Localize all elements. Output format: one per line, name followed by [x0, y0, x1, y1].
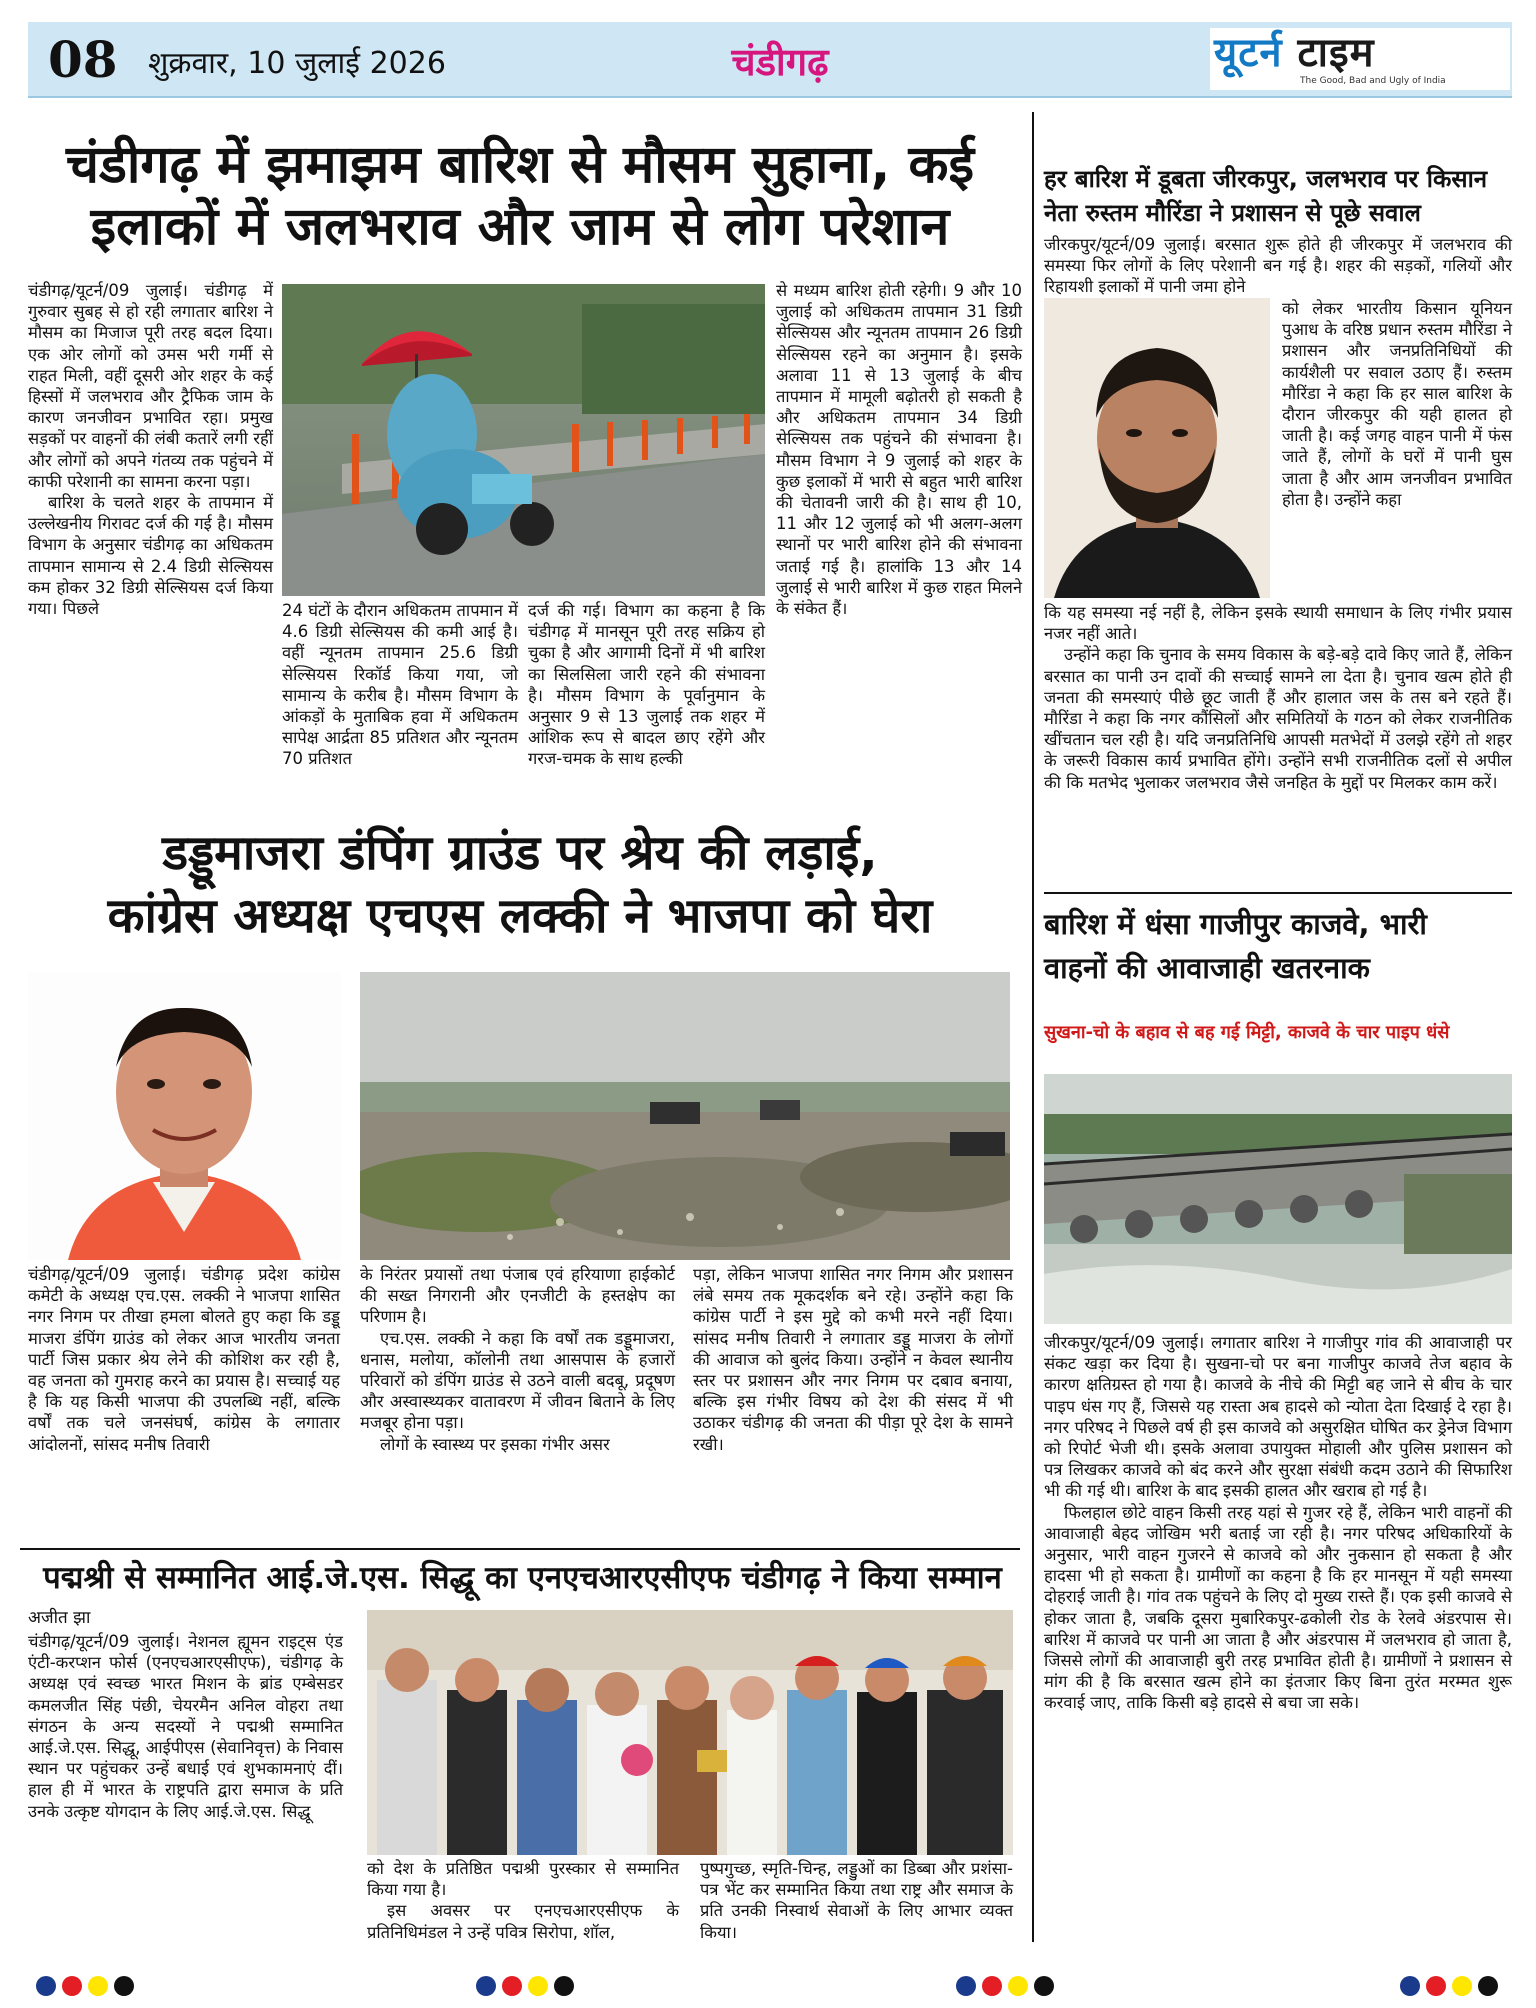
story5-headline: [1044, 902, 1512, 990]
story2-headline: [20, 822, 1020, 948]
story5-para: फिलहाल छोटे वाहन किसी तरह यहां से गुजर रहे हैं, लेकिन भारी वाहनों की आवाजाही बेहद जोखिम भरी बताई जा रही है। नगर परिषद अधिकारियों के अनुसार, भारी वाहन गुजरने से काजवे को और नुकसान हो सकता है और हादसा भी हो सकता है। ग्रामीणों का कहना है कि हर मानसून में यही समस्या दोहराई जाती है। गांव तक पहुंचने के लिए दो मुख्य रास्ते हैं। एक इसी काजवे से होकर जाता है, जबकि दूसरा मुबारिकपुर-ढकोली रोड के रेलवे अंडरपास से। बारिश में काजवे पर पानी आ जाता है और अंडरपास में जलभराव हो जाता है, जिससे लोगों की आवाजाही बुरी तरह प्रभावित होती है। ग्रामीणों ने प्रशासन से मांग की है कि बरसात खत्म होने का इंतजार किए बिना तुरंत मरम्मत शुरू करवाई जाए, ताकि किसी बड़े हादसे से बचा जा सके।: [1044, 1502, 1512, 1713]
story1-col1: [28, 280, 273, 619]
story-divider: [1044, 892, 1512, 894]
story3-headline: पद्मश्री से सम्मानित आई.जे.एस. सिद्धू का एनएचआरएसीएफ चंडीगढ़ ने किया सम्मान: [43, 1560, 1002, 1596]
registration-marks-left: [36, 1976, 134, 1996]
lucky-portrait-photo: [28, 972, 341, 1260]
story1-col4: से मध्यम बारिश होती रहेगी। 9 और 10 जुलाई को अधिकतम तापमान 31 डिग्री सेल्सियस और न्यूनतम तापमान 26 डिग्री सेल्सियस रहने का अनुमान है। इसके अलावा 11 से 13 जुलाई के बीच तापमान में मामूली बढ़ोतरी हो सकती है और अधिकतम तापमान 34 डिग्री सेल्सियस तक पहुंचने की संभावना है। मौसम विभाग ने 9 जुलाई को शहर के कुछ इलाकों में भारी से बहुत भारी बारिश की चेतावनी जारी की है। साथ ही 10, 11 और 12 जुलाई को भी अलग-अलग स्थानों पर भारी बारिश होने की संभावना जताई गई है। हालांकि 13 और 14 जुलाई से भारी बारिश में कुछ राहत मिलने के संकेत हैं।: [776, 281, 1022, 619]
logo-tagline: The Good, Bad and Ugly of India: [1300, 76, 1446, 86]
reg-dot: [502, 1976, 522, 1996]
story1-col1-para: चंडीगढ़/यूटर्न/09 जुलाई। चंडीगढ़ में गुरुवार सुबह से हो रही लगातार बारिश ने मौसम का मिजाज पूरी तरह बदल दिया। एक ओर लोगों को उमस भरी गर्मी से राहत मिली, वहीं दूसरी ओर शहर के कई हिस्सों में जलभराव और ट्रैफिक जाम के कारण जनजीवन प्रभावित रहा। प्रमुख सड़कों पर वाहनों की लंबी कतारें लगी रहीं और लोगों को अपने गंतव्य तक पहुंचने में काफी परेशानी का सामना करना पड़ा।: [28, 281, 273, 491]
registration-marks-right: [1400, 1976, 1498, 1996]
story4-para: कि यह समस्या नई नहीं है, लेकिन इसके स्थायी समाधान के लिए गंभीर प्रयास नजर नहीं आते।: [1044, 603, 1512, 644]
rain-scooter-photo: [282, 284, 765, 596]
reg-dot: [1426, 1976, 1446, 1996]
reg-dot: [1452, 1976, 1472, 1996]
story4-intro: जीरकपुर/यूटर्न/09 जुलाई। बरसात शुरू होते ही जीरकपुर में जलभराव की समस्या फिर लोगों के लिए परेशानी बन गई है। शहर की सड़कों, गलियों और रिहायशी इलाकों में पानी जमा होने: [1044, 235, 1512, 297]
reg-dot: [1034, 1976, 1054, 1996]
story3-col2-para: इस अवसर पर एनएचआरएसीएफ के प्रतिनिधिमंडल ने उन्हें पवित्र सिरोपा, शॉल,: [367, 1901, 679, 1942]
causeway-photo: [1044, 1074, 1512, 1324]
reg-dot: [1400, 1976, 1420, 1996]
reg-dot: [114, 1976, 134, 1996]
story2-col3: पड़ा, लेकिन भाजपा शासित नगर निगम और प्रशासन लंबे समय तक मूकदर्शक बने रहे। उन्होंने कहा कि कांग्रेस पार्टी ने इस मुद्दे को कभी मरने नहीं दिया। सांसद मनीष तिवारी ने लगातार डड्डू माजरा के लोगों की आवाज को बुलंद किया। उन्होंने न केवल स्थानीय स्तर पर प्रशासन और नगर निगम पर दबाव बनाया, बल्कि इस गंभीर विषय को देश की संसद में भी उठाकर चंडीगढ़ की जनता की पीड़ा पूरे देश के सामने रखी।: [693, 1265, 1013, 1454]
story1-col2: 24 घंटों के दौरान अधिकतम तापमान में 4.6 डिग्री सेल्सियस की कमी आई है। वहीं न्यूनतम तापमान 25.6 डिग्री सेल्सियस रिकॉर्ड किया गया, जो सामान्य के करीब है। मौसम विभाग के आंकड़ों के मुताबिक हवा में अधिकतम सापेक्ष आर्द्रता 85 प्रतिशत और न्यूनतम 70 प्रतिशत: [282, 601, 518, 769]
story1-headline: [20, 134, 1020, 258]
story2-col2: [360, 1264, 675, 1455]
reg-dot: [36, 1976, 56, 1996]
story3-col2-para: को देश के प्रतिष्ठित पद्मश्री पुरस्कार से सम्मानित किया गया है।: [367, 1859, 679, 1900]
group-illustration: [367, 1610, 1013, 1855]
story4-after: [1044, 602, 1512, 793]
story3-col3: पुष्पगुच्छ, स्मृति-चिन्ह, लड्डुओं का डिब्बा और प्रशंसा-पत्र भेंट कर सम्मानित किया तथा राष्ट्र और समाज के प्रति उनकी निस्वार्थ सेवाओं के लिए आभार व्यक्त किया।: [700, 1859, 1013, 1942]
newspaper-logo: [1214, 30, 1375, 76]
reg-dot: [528, 1976, 548, 1996]
story1-headline-line2: इलाकों में जलभराव और जाम से लोग परेशान: [90, 197, 950, 257]
section-city: चंडीगढ़: [731, 40, 829, 84]
rustam-portrait-photo: [1044, 298, 1270, 598]
story1-col3: दर्ज की गई। विभाग का कहना है कि चंडीगढ़ में मानसून पूरी तरह सक्रिय हो चुका है और आगामी दिनों में भी बारिश का सिलसिला जारी रहने की संभावना है। मौसम विभाग के पूर्वानुमान के अनुसार 9 से 13 जुलाई तक शहर में आंशिक रूप से बादल छाए रहेंगे और गरज-चमक के साथ हल्की: [528, 601, 765, 769]
issue-date: शुक्रवार, 10 जुलाई 2026: [148, 46, 446, 81]
story2-col1: चंडीगढ़/यूटर्न/09 जुलाई। चंडीगढ़ प्रदेश कांग्रेस कमेटी के अध्यक्ष एच.एस. लक्की ने भाजपा शासित नगर निगम पर तीखा हमला बोलते हुए कहा कि डड्डू माजरा डंपिंग ग्राउंड को लेकर आज भारतीय जनता पार्टी जिस प्रकार श्रेय लेने की कोशिश कर रही है, वह जनता को गुमराह करने का प्रयास है। सच्चाई यह है कि यह किसी भाजपा की उपलब्धि नहीं, बल्कि वर्षों तक चले जनसंघर्ष, कांग्रेस के लगातार आंदोलनों, सांसद मनीष तिवारी: [28, 1265, 340, 1454]
story4-headline-line2: नेता रुस्तम मौरिंडा ने प्रशासन से पूछे सवाल: [1044, 199, 1421, 227]
story5-para: जीरकपुर/यूटर्न/09 जुलाई। लगातार बारिश ने गाजीपुर गांव की आवाजाही पर संकट खड़ा कर दिया है। सुखना-चो पर बना गाजीपुर काजवे तेज बहाव के कारण क्षतिग्रस्त हो गया है। काजवे के नीचे की मिट्टी बह जाने से बीच के चार पाइप धंस गए हैं, जिससे यह रास्ता अब हादसे को न्योता देता दिखाई दे रहा है। नगर परिषद ने पिछले वर्ष ही इस काजवे को असुरक्षित घोषित कर ड्रेनेज विभाग को रिपोर्ट भेजी थी। इसके अलावा उपायुक्त मोहाली और पुलिस प्रशासन को पत्र लिखकर काजवे को बंद करने और सुरक्षा संबंधी कदम उठाने की सिफारिश भी की गई थी। बारिश के बाद इसकी हालत और खराब हो गई है।: [1044, 1333, 1512, 1501]
story2-headline-line1: डड्डूमाजरा डंपिंग ग्राउंड पर श्रेय की लड़ाई,: [162, 825, 878, 881]
reg-dot: [62, 1976, 82, 1996]
story5-subhead: सुखना-चो के बहाव से बह गई मिट्टी, काजवे के चार पाइप धंसे: [1044, 1022, 1450, 1043]
story-divider: [20, 1548, 1020, 1550]
story5-body: [1044, 1332, 1512, 1714]
story4-headline: [1044, 162, 1512, 230]
reg-dot: [1008, 1976, 1028, 1996]
logo-part1: यूटर्न: [1214, 30, 1283, 76]
story1-headline-line1: चंडीगढ़ में झमाझम बारिश से मौसम सुहाना, कई: [66, 135, 974, 195]
rain-scene-illustration: [282, 284, 765, 596]
portrait-illustration: [1044, 298, 1270, 598]
story4-para: उन्होंने कहा कि चुनाव के समय विकास के बड़े-बड़े दावे किए जाते हैं, लेकिन बरसात का पानी उन दावों की सच्चाई सामने ला देता है। चुनाव खत्म होते ही जनता की समस्याएं पीछे छूट जाती हैं और हालात जस के तस बने रहते हैं। मौरिंडा ने कहा कि नगर कौंसिलों और समितियों के गठन को लेकर राजनीतिक खींचतान चल रही है। यदि जनप्रतिनिधि आपसी मतभेदों में उलझे रहेंगे तो शहर के जरूरी विकास कार्य प्रभावित होंगे। उन्होंने सभी राजनीतिक दलों से अपील की कि मतभेद भुलाकर जलभराव जैसे जनहित के मुद्दों पर मिलकर काम करें।: [1044, 645, 1512, 792]
dumping-ground-photo: [360, 972, 1010, 1260]
story5-headline-line2: वाहनों की आवाजाही खतरनाक: [1044, 951, 1370, 985]
reg-dot: [88, 1976, 108, 1996]
story3-col1: चंडीगढ़/यूटर्न/09 जुलाई। नेशनल ह्यूमन राइट्स एंड एंटी-करप्शन फोर्स (एनएचआरएसीएफ), चंडीगढ़ के अध्यक्ष एवं स्वच्छ भारत मिशन के ब्रांड एम्बेसडर कमलजीत सिंह पंछी, चेयरमैन अनिल वोहरा तथा संगठन के अन्य सदस्यों ने पद्मश्री सम्मानित आई.जे.एस. सिद्धू, आईपीएस (सेवानिवृत्त) के निवास स्थान पर पहुंचकर उन्हें बधाई एवं शुभकामनाएं दीं। हाल ही में भारत के राष्ट्रपति द्वारा समाज के प्रति उनके उत्कृष्ट योगदान के लिए आई.जे.एस. सिद्धू: [28, 1632, 343, 1821]
story3-byline: अजीत झा: [28, 1608, 91, 1628]
reg-dot: [554, 1976, 574, 1996]
registration-marks-center-right: [956, 1976, 1054, 1996]
story2-col2-para: लोगों के स्वास्थ्य पर इसका गंभीर असर: [380, 1434, 610, 1454]
page-number: 08: [48, 30, 118, 89]
column-divider: [1032, 112, 1034, 1942]
reg-dot: [956, 1976, 976, 1996]
registration-marks-center-left: [476, 1976, 574, 1996]
story1-col1-para: बारिश के चलते शहर के तापमान में उल्लेखनीय गिरावट दर्ज की गई है। मौसम विभाग के अनुसार चंडीगढ़ का अधिकतम तापमान सामान्य से 2.4 डिग्री सेल्सियस कम होकर 32 डिग्री सेल्सियस दर्ज किया गया। पिछले: [28, 493, 273, 619]
causeway-illustration: [1044, 1074, 1512, 1324]
story4-beside-photo: को लेकर भारतीय किसान यूनियन पुआध के वरिष्ठ प्रधान रुस्तम मौरिंडा ने प्रशासन और जनप्रतिनिधियों की कार्यशैली पर सवाल उठाए हैं। रुस्तम मौरिंडा ने कहा कि हर साल बारिश के दौरान जीरकपुर की यही हालत हो जाती है। कई जगह वाहन पानी में फंस जाते हैं, लोगों के घरों में पानी घुस जाता है और आम जनजीवन प्रभावित होता है। उन्होंने कहा: [1282, 299, 1512, 509]
story2-col2-para: एच.एस. लक्की ने कहा कि वर्षों तक डड्डूमाजरा, धनास, मलोया, कॉलोनी तथा आसपास के हजारों परिवारों को डंपिंग ग्राउंड से उठने वाली बदबू, प्रदूषण और अस्वास्थ्यकर वातावरण में जीवन बिताने के लिए मजबूर होना पड़ा।: [360, 1328, 675, 1433]
reg-dot: [1478, 1976, 1498, 1996]
logo-part2: टाइम: [1297, 30, 1375, 76]
story2-col2-para: के निरंतर प्रयासों तथा पंजाब एवं हरियाणा हाईकोर्ट की सख्त निगरानी और एनजीटी के हस्तक्षेप का परिणाम है।: [360, 1265, 675, 1327]
story3-col2: [367, 1858, 679, 1943]
award-group-photo: [367, 1610, 1013, 1855]
story5-headline-line1: बारिश में धंसा गाजीपुर काजवे, भारी: [1044, 907, 1427, 941]
portrait-illustration: [28, 972, 341, 1260]
reg-dot: [476, 1976, 496, 1996]
reg-dot: [982, 1976, 1002, 1996]
story2-headline-line2: कांग्रेस अध्यक्ष एचएस लक्की ने भाजपा को घेरा: [107, 888, 933, 944]
story4-headline-line1: हर बारिश में डूबता जीरकपुर, जलभराव पर किसान: [1044, 165, 1488, 193]
landfill-illustration: [360, 972, 1010, 1260]
